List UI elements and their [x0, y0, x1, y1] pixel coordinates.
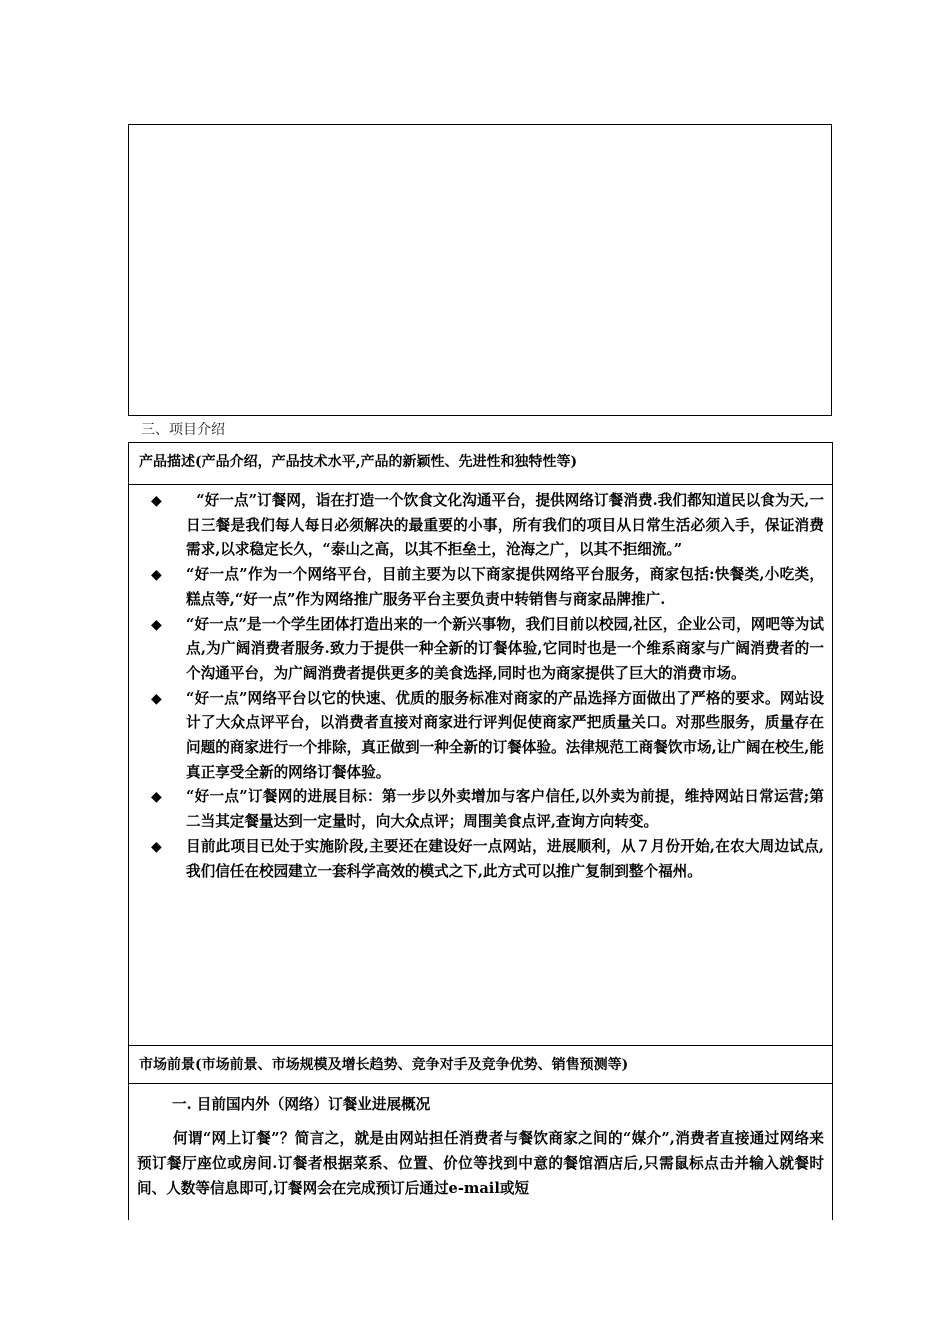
- list-item: [129, 613, 832, 687]
- market-paragraph: 何谓“网上订餐”？简言之，就是由网站担任消费者与餐饮商家之间的“媒介”,消费者直接通过网络来预订餐厅座位或房间.订餐者根据菜系、位置、价位等找到中意的餐馆酒店后,只需鼠标点击并输入就餐时间、人数等信息即可,订餐网会在完成预订后通过e-mail或短: [137, 1130, 824, 1197]
- market-outlook-header: 市场前景(市场前景、市场规模及增长趋势、竞争对手及竞争优势、销售预测等): [129, 1046, 832, 1084]
- list-item: [129, 687, 832, 786]
- product-bullet-list: [129, 489, 832, 884]
- section-heading: 三、项目介绍: [141, 422, 225, 438]
- diamond-bullet-icon: ◆: [151, 690, 162, 707]
- list-item: [129, 835, 832, 884]
- diamond-bullet-icon: ◆: [151, 493, 162, 509]
- product-description-body: [129, 485, 832, 1046]
- list-item: [129, 489, 832, 563]
- market-subheading: 一. 目前国内外（网络）订餐业进展概况: [172, 1096, 431, 1113]
- diamond-bullet-icon: ◆: [151, 567, 162, 584]
- market-outlook-body: [129, 1084, 832, 1221]
- product-description-header: 产品描述(产品介绍，产品技术水平,产品的新颖性、先进性和独特性等): [129, 443, 832, 485]
- bullet-text: “好一点”订餐网，诣在打造一个饮食文化沟通平台，提供网络订餐消费.我们都知道民以食为天,一日三餐是我们每人每日必须解决的最重要的小事，所有我们的项目从日常生活必须入手，保证消费需求,以求稳定长久，“泰山之高，以其不拒垒土，沧海之广，以其不拒细流。”: [186, 492, 824, 559]
- bullet-text: “好一点”作为一个网络平台，目前主要为以下商家提供网络平台服务，商家包括:快餐类,小吃类，糕点等,“好一点”作为网络推广服务平台主要负责中转销售与商家品牌推广.: [186, 566, 824, 608]
- blank-table-cell: [128, 124, 832, 416]
- bullet-text: “好一点”网络平台以它的快速、优质的服务标准对商家的产品选择方面做出了严格的要求。网站设计了大众点评平台，以消费者直接对商家进行评判促使商家严把质量关口。对那些服务，质量存在问题的商家进行一个排除，真正做到一种全新的订餐体验。法律规范工商餐饮市场,让广阔在校生,能真正享受全新的网络订餐体验。: [186, 689, 824, 781]
- diamond-bullet-icon: ◆: [151, 838, 162, 855]
- bullet-text: “好一点”订餐网的进展目标：第一步以外卖增加与客户信任,以外卖为前提，维持网站日常运营;第二当其定餐量达到一定量时，向大众点评；周围美食点评,查询方向转变。: [186, 788, 824, 831]
- list-item: [129, 785, 832, 834]
- diamond-bullet-icon: ◆: [151, 789, 162, 806]
- bullet-text: 目前此项目已处于实施阶段,主要还在建设好一点网站，进展顺利，从７月份开始,在农大周边试点,我们信任在校园建立一套科学高效的模式之下,此方式可以推广复制到整个福州。: [186, 837, 824, 880]
- list-item: [129, 563, 832, 612]
- diamond-bullet-icon: ◆: [151, 616, 162, 633]
- project-table: [128, 442, 833, 1220]
- bullet-text: “好一点”是一个学生团体打造出来的一个新兴事物，我们目前以校园,社区，企业公司，网吧等为试点,为广阔消费者服务.致力于提供一种全新的订餐体验,它同时也是一个维系商家与广阔消费者的一个沟通平台，为广阔消费者提供更多的美食选择,同时也为商家提供了巨大的消费市场。: [186, 615, 824, 682]
